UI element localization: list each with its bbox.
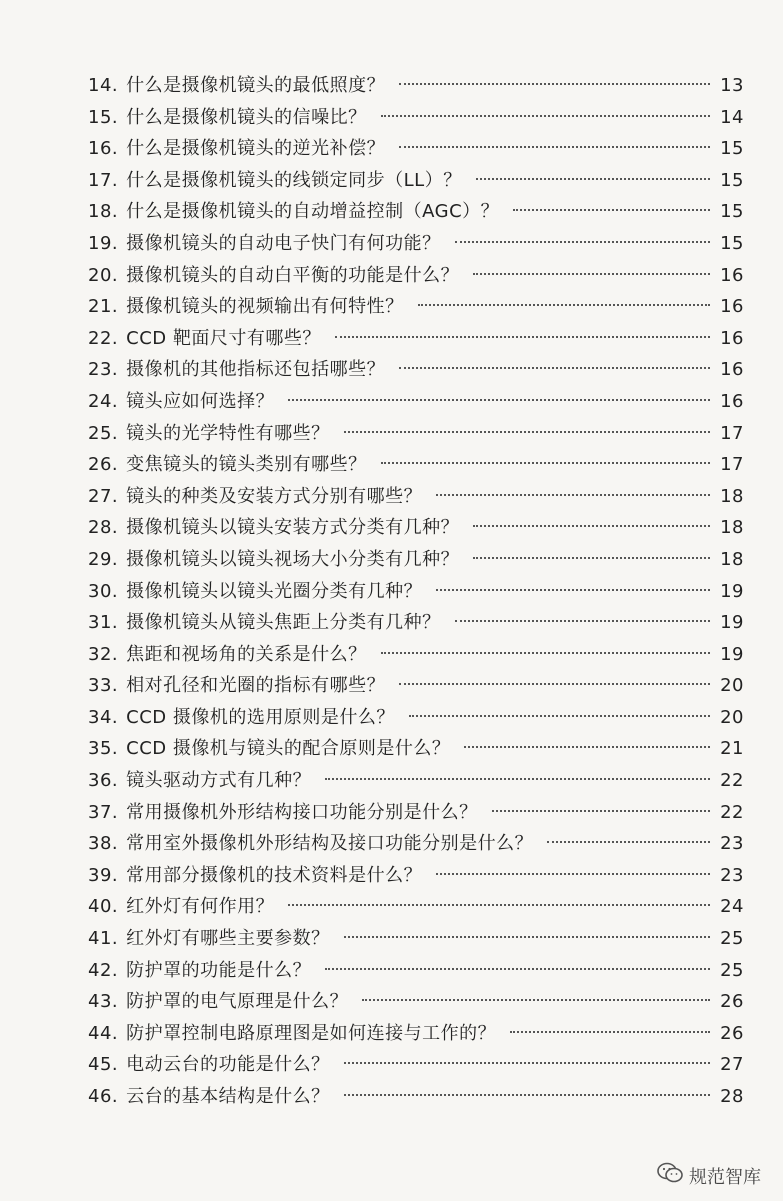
toc-entry-title: 常用摄像机外形结构接口功能分别是什么？: [126, 801, 478, 823]
toc-entry-title: 焦距和视场角的关系是什么？: [126, 643, 367, 665]
toc-entry[interactable]: [88, 986, 744, 1018]
dot-leader: [476, 178, 710, 180]
toc-entry-page: 23: [720, 833, 744, 855]
toc-entry-number: 18.: [88, 201, 119, 223]
toc-entry-title: 摄像机镜头的自动白平衡的功能是什么？: [126, 264, 460, 286]
toc-entry-page: 25: [720, 928, 744, 950]
toc-entry-page: 20: [720, 706, 744, 728]
toc-entry-page: 16: [720, 390, 744, 412]
toc-entry-title: 什么是摄像机镜头的线锁定同步（LL）？: [126, 169, 462, 191]
toc-entry-number: 38.: [88, 833, 119, 855]
watermark: [657, 1162, 761, 1189]
toc-entry-number: 39.: [88, 864, 119, 886]
toc-entry-page: 16: [720, 264, 744, 286]
dot-leader: [288, 399, 710, 401]
toc-entry-title: 常用部分摄像机的技术资料是什么？: [126, 864, 423, 886]
toc-entry-number: 31.: [88, 612, 119, 634]
dot-leader: [464, 746, 710, 748]
toc-entry-title: 什么是摄像机镜头的信噪比？: [126, 106, 367, 128]
toc-entry-title: 红外灯有哪些主要参数？: [126, 928, 330, 950]
toc-entry-page: 25: [720, 959, 744, 981]
toc-entry[interactable]: [88, 260, 744, 292]
toc-entry[interactable]: [88, 828, 744, 860]
toc-entry-title: 什么是摄像机镜头的自动增益控制（AGC）？: [126, 201, 500, 223]
toc-entry-page: 17: [720, 454, 744, 476]
toc-entry[interactable]: [88, 228, 744, 260]
toc-entry-title: 镜头的种类及安装方式分别有哪些？: [126, 485, 423, 507]
dot-leader: [473, 273, 710, 275]
toc-entry-page: 27: [720, 1054, 744, 1076]
toc-entry-title: 镜头应如何选择？: [126, 390, 275, 412]
toc-entry-number: 21.: [88, 296, 119, 318]
toc-entry-title: 相对孔径和光圈的指标有哪些？: [126, 675, 386, 697]
toc-entry[interactable]: [88, 449, 744, 481]
toc-entry[interactable]: [88, 418, 744, 450]
dot-leader: [381, 115, 710, 117]
toc-entry-title: 电动云台的功能是什么？: [126, 1054, 330, 1076]
toc-entry-number: 28.: [88, 517, 119, 539]
toc-entry-title: 防护罩控制电路原理图是如何连接与工作的？: [126, 1022, 497, 1044]
dot-leader: [455, 241, 710, 243]
toc-entry[interactable]: [88, 481, 744, 513]
toc-entry-page: 18: [720, 485, 744, 507]
toc-entry-number: 27.: [88, 485, 119, 507]
dot-leader: [513, 209, 710, 211]
toc-entry[interactable]: [88, 165, 744, 197]
toc-entry[interactable]: [88, 1049, 744, 1081]
toc-entry[interactable]: [88, 102, 744, 134]
toc-entry-title: 摄像机镜头的视频输出有何特性？: [126, 296, 404, 318]
toc-entry-number: 24.: [88, 390, 119, 412]
toc-entry-title: CCD 摄像机与镜头的配合原则是什么？: [126, 738, 451, 760]
dot-leader: [344, 1062, 710, 1064]
toc-entry-page: 19: [720, 643, 744, 665]
toc-entry-page: 16: [720, 359, 744, 381]
toc-entry-number: 22.: [88, 327, 119, 349]
toc-entry[interactable]: [88, 323, 744, 355]
toc-entry-title: 摄像机镜头的自动电子快门有何功能？: [126, 232, 441, 254]
toc-entry[interactable]: [88, 607, 744, 639]
toc-entry[interactable]: [88, 955, 744, 987]
dot-leader: [325, 778, 710, 780]
table-of-contents: [88, 70, 744, 1113]
toc-entry[interactable]: [88, 860, 744, 892]
toc-entry-title: 什么是摄像机镜头的最低照度？: [126, 75, 386, 96]
toc-entry-number: 35.: [88, 738, 119, 760]
toc-entry[interactable]: [88, 1081, 744, 1113]
toc-entry-title: 变焦镜头的镜头类别有哪些？: [126, 454, 367, 476]
watermark-text: 规范智库: [689, 1166, 761, 1188]
toc-entry-page: 26: [720, 991, 744, 1013]
toc-entry-title: 常用室外摄像机外形结构及接口功能分别是什么？: [126, 833, 534, 855]
toc-entry-number: 37.: [88, 801, 119, 823]
dot-leader: [492, 810, 710, 812]
dot-leader: [344, 1094, 710, 1096]
dot-leader: [288, 904, 710, 906]
toc-entry-page: 19: [720, 580, 744, 602]
toc-entry-page: 20: [720, 675, 744, 697]
toc-entry-number: 44.: [88, 1022, 119, 1044]
toc-entry-number: 30.: [88, 580, 119, 602]
toc-entry[interactable]: [88, 797, 744, 829]
toc-entry-page: 15: [720, 138, 744, 160]
dot-leader: [436, 873, 710, 875]
toc-entry-page: 28: [720, 1086, 744, 1107]
toc-entry-title: 防护罩的功能是什么？: [126, 959, 312, 981]
toc-entry-title: 镜头驱动方式有几种？: [126, 770, 312, 792]
toc-entry-page: 16: [720, 327, 744, 349]
dot-leader: [399, 146, 710, 148]
toc-entry-number: 15.: [88, 106, 119, 128]
wechat-icon: [657, 1162, 683, 1189]
toc-entry[interactable]: [88, 291, 744, 323]
toc-entry[interactable]: [88, 544, 744, 576]
toc-entry-number: 26.: [88, 454, 119, 476]
toc-entry-number: 23.: [88, 359, 119, 381]
toc-entry-number: 20.: [88, 264, 119, 286]
toc-entry-number: 34.: [88, 706, 119, 728]
toc-entry-page: 15: [720, 169, 744, 191]
dot-leader: [335, 336, 710, 338]
toc-entry-page: 22: [720, 770, 744, 792]
toc-entry-title: 摄像机镜头以镜头光圈分类有几种？: [126, 580, 423, 602]
toc-entry-number: 41.: [88, 928, 119, 950]
toc-entry[interactable]: [88, 702, 744, 734]
toc-entry[interactable]: [88, 70, 744, 102]
toc-entry-page: 23: [720, 864, 744, 886]
dot-leader: [473, 557, 710, 559]
dot-leader: [325, 968, 710, 970]
toc-entry-number: 43.: [88, 991, 119, 1013]
toc-entry-page: 22: [720, 801, 744, 823]
toc-entry-page: 18: [720, 548, 744, 570]
toc-entry-number: 17.: [88, 169, 119, 191]
toc-entry[interactable]: [88, 133, 744, 165]
toc-entry[interactable]: [88, 765, 744, 797]
toc-entry[interactable]: [88, 1018, 744, 1050]
toc-entry-title: 红外灯有何作用？: [126, 896, 275, 918]
dot-leader: [436, 589, 710, 591]
toc-entry-number: 19.: [88, 232, 119, 254]
toc-entry-page: 14: [720, 106, 744, 128]
dot-leader: [510, 1031, 710, 1033]
toc-entry[interactable]: [88, 386, 744, 418]
toc-entry[interactable]: [88, 923, 744, 955]
toc-entry[interactable]: [88, 354, 744, 386]
toc-entry-number: 36.: [88, 770, 119, 792]
toc-entry-title: CCD 靶面尺寸有哪些？: [126, 327, 321, 349]
toc-entry-page: 17: [720, 422, 744, 444]
toc-entry-title: 摄像机镜头从镜头焦距上分类有几种？: [126, 612, 441, 634]
toc-entry-title: 什么是摄像机镜头的逆光补偿？: [126, 138, 386, 160]
dot-leader: [344, 936, 710, 938]
dot-leader: [399, 83, 710, 85]
toc-entry-title: 摄像机的其他指标还包括哪些？: [126, 359, 386, 381]
toc-entry[interactable]: [88, 733, 744, 765]
toc-entry-page: 26: [720, 1022, 744, 1044]
toc-entry-title: 防护罩的电气原理是什么？: [126, 991, 349, 1013]
toc-entry[interactable]: [88, 670, 744, 702]
toc-entry-title: CCD 摄像机的选用原则是什么？: [126, 706, 395, 728]
toc-entry-page: 18: [720, 517, 744, 539]
toc-entry-number: 40.: [88, 896, 119, 918]
toc-entry-title: 摄像机镜头以镜头安装方式分类有几种？: [126, 517, 460, 539]
toc-entry-number: 32.: [88, 643, 119, 665]
toc-entry-number: 16.: [88, 138, 119, 160]
dot-leader: [455, 620, 710, 622]
toc-entry[interactable]: [88, 891, 744, 923]
toc-entry-number: 33.: [88, 675, 119, 697]
toc-entry-page: 15: [720, 232, 744, 254]
dot-leader: [381, 652, 710, 654]
toc-entry-number: 14.: [88, 75, 119, 96]
toc-entry[interactable]: [88, 576, 744, 608]
toc-entry-page: 24: [720, 896, 744, 918]
toc-entry-number: 45.: [88, 1054, 119, 1076]
dot-leader: [381, 462, 710, 464]
toc-entry[interactable]: [88, 639, 744, 671]
dot-leader: [362, 999, 710, 1001]
dot-leader: [344, 431, 710, 433]
dot-leader: [547, 841, 710, 843]
toc-entry-page: 21: [720, 738, 744, 760]
toc-entry-number: 46.: [88, 1086, 119, 1107]
dot-leader: [399, 367, 710, 369]
toc-entry-page: 13: [720, 75, 744, 96]
toc-entry-title: 镜头的光学特性有哪些？: [126, 422, 330, 444]
toc-entry-number: 25.: [88, 422, 119, 444]
dot-leader: [418, 304, 710, 306]
dot-leader: [409, 715, 710, 717]
dot-leader: [436, 494, 710, 496]
dot-leader: [399, 683, 710, 685]
toc-entry-number: 42.: [88, 959, 119, 981]
toc-entry-page: 15: [720, 201, 744, 223]
toc-entry-page: 16: [720, 296, 744, 318]
dot-leader: [473, 525, 710, 527]
toc-entry[interactable]: [88, 196, 744, 228]
toc-entry-number: 29.: [88, 548, 119, 570]
toc-entry-title: 摄像机镜头以镜头视场大小分类有几种？: [126, 548, 460, 570]
toc-entry[interactable]: [88, 512, 744, 544]
toc-entry-page: 19: [720, 612, 744, 634]
toc-entry-title: 云台的基本结构是什么？: [126, 1086, 330, 1107]
